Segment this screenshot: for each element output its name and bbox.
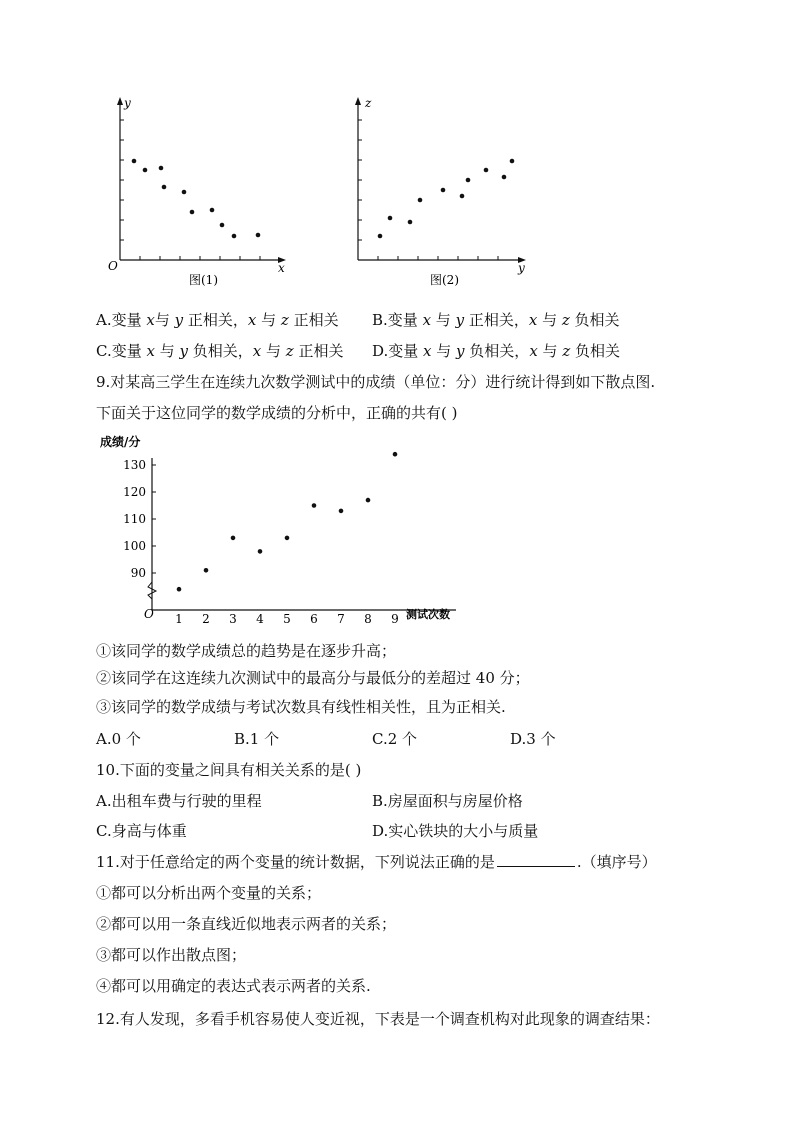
q10-stem: 10.下面的变量之间具有相关关系的是( )	[96, 761, 362, 779]
chart-y-tick-label: 110	[123, 512, 146, 526]
fig1-x-label: x	[278, 261, 285, 275]
chart-data-point	[285, 536, 290, 541]
fig2-point	[502, 175, 507, 180]
q9-option-d: D.3 个	[510, 730, 556, 748]
fig2-point	[510, 159, 515, 164]
fig1-y-label: y	[124, 96, 131, 110]
q9-statement-1: ①该同学的数学成绩总的趋势是在逐步升高；	[96, 642, 397, 660]
q11-statement-1: ①都可以分析出两个变量的关系；	[96, 884, 322, 902]
fig1-caption: 图(1)	[189, 273, 218, 287]
q12-stem: 12.有人发现，多看手机容易使人变近视，下表是一个调查机构对此现象的调查结果：	[96, 1010, 660, 1028]
chart-y-title: 成绩/分	[100, 435, 141, 449]
chart-origin: O	[144, 607, 154, 621]
fig1-point	[256, 233, 261, 238]
fig1-point	[232, 234, 237, 239]
fig1-point	[159, 166, 164, 171]
q10-option-d: D.实心铁块的大小与质量	[372, 822, 539, 840]
q8-option-c: C.变量 x 与 y 负相关，x 与 z 正相关	[96, 342, 344, 360]
chart-data-point	[231, 536, 236, 541]
fig1-point	[182, 190, 187, 195]
chart-data-point	[204, 568, 209, 573]
chart-x-tick-label: 9	[391, 612, 399, 626]
chart-x-tick-label: 5	[283, 612, 291, 626]
chart-x-tick-label: 6	[310, 612, 318, 626]
chart-data-point	[366, 498, 371, 503]
fig2-caption: 图(2)	[430, 273, 459, 287]
fig1-point	[132, 159, 137, 164]
chart-y-ticks	[123, 458, 156, 580]
q11-statement-3: ③都可以作出散点图；	[96, 946, 247, 964]
fig2-point	[388, 216, 393, 221]
chart-points	[177, 452, 398, 592]
q9-statement-3: ③该同学的数学成绩与考试次数具有线性相关性，且为正相关.	[96, 698, 506, 716]
chart-x-tick-label: 7	[337, 612, 345, 626]
fig2-point	[484, 168, 489, 173]
scatter-figure-2	[338, 92, 538, 292]
q9-statement-2: ②该同学在这连续九次测试中的最高分与最低分的差超过 40 分；	[96, 669, 530, 687]
fig1-point	[210, 208, 215, 213]
chart-y-tick-label: 130	[123, 458, 146, 472]
fig2-point	[378, 234, 383, 239]
chart-x-tick-label: 4	[256, 612, 264, 626]
fig1-point	[190, 210, 195, 215]
fig2-point	[441, 188, 446, 193]
fig1-point	[162, 185, 167, 190]
fig2-z-ticks	[358, 120, 362, 240]
fig2-point	[466, 178, 471, 183]
q11-statement-4: ④都可以用确定的表达式表示两者的关系.	[96, 977, 371, 995]
chart-data-point	[258, 549, 263, 554]
fig2-z-label: z	[365, 96, 372, 110]
q9-stem-line2: 下面关于这位同学的数学成绩的分析中，正确的共有( )	[96, 404, 458, 422]
fig2-point	[408, 220, 413, 225]
chart-data-point	[339, 509, 344, 514]
chart-x-ticks	[175, 612, 399, 626]
q10-option-c: C.身高与体重	[96, 822, 187, 840]
fig2-z-arrow	[355, 97, 361, 105]
chart-data-point	[312, 503, 317, 508]
chart-y-tick-label: 90	[130, 566, 146, 580]
fig1-y-arrow	[117, 97, 123, 105]
fig1-point	[220, 223, 225, 228]
q9-scatter-chart	[96, 430, 476, 626]
chart-x-tick-label: 1	[175, 612, 183, 626]
chart-y-tick-label: 120	[123, 485, 146, 499]
chart-x-tick-label: 3	[229, 612, 237, 626]
chart-y-tick-label: 100	[123, 539, 146, 553]
q11-answer-blank[interactable]	[497, 854, 575, 867]
q9-option-a: A.0 个	[96, 730, 141, 748]
fig2-x-label: y	[518, 261, 525, 275]
chart-data-point	[177, 587, 182, 592]
q8-option-b: B.变量 x 与 y 正相关，x 与 z 负相关	[372, 311, 620, 329]
q11-stem: 11.对于任意给定的两个变量的统计数据，下列说法正确的是 .（填序号）	[96, 853, 657, 871]
q11-statement-2: ②都可以用一条直线近似地表示两者的关系；	[96, 915, 397, 933]
q9-option-b: B.1 个	[234, 730, 280, 748]
chart-x-tick-label: 8	[364, 612, 372, 626]
fig2-point	[460, 194, 465, 199]
fig1-origin: O	[108, 259, 118, 273]
fig1-points	[132, 159, 261, 239]
scatter-figure-1	[100, 92, 300, 292]
q10-option-b: B.房屋面积与房屋价格	[372, 792, 523, 810]
q9-stem-line1: 9.对某高三学生在连续九次数学测试中的成绩（单位：分）进行统计得到如下散点图.	[96, 373, 656, 391]
chart-x-title: 测试次数	[406, 608, 450, 621]
chart-x-tick-label: 2	[202, 612, 210, 626]
fig1-point	[143, 168, 148, 173]
q9-option-c: C.2 个	[372, 730, 418, 748]
q8-option-a: A.变量 x与 y 正相关，x 与 z 正相关	[96, 311, 339, 329]
fig2-point	[418, 198, 423, 203]
chart-data-point	[393, 452, 398, 457]
fig2-points	[378, 159, 515, 239]
q8-option-d: D.变量 x 与 y 负相关，x 与 z 负相关	[372, 342, 621, 360]
q10-option-a: A.出租车费与行驶的里程	[96, 792, 262, 810]
